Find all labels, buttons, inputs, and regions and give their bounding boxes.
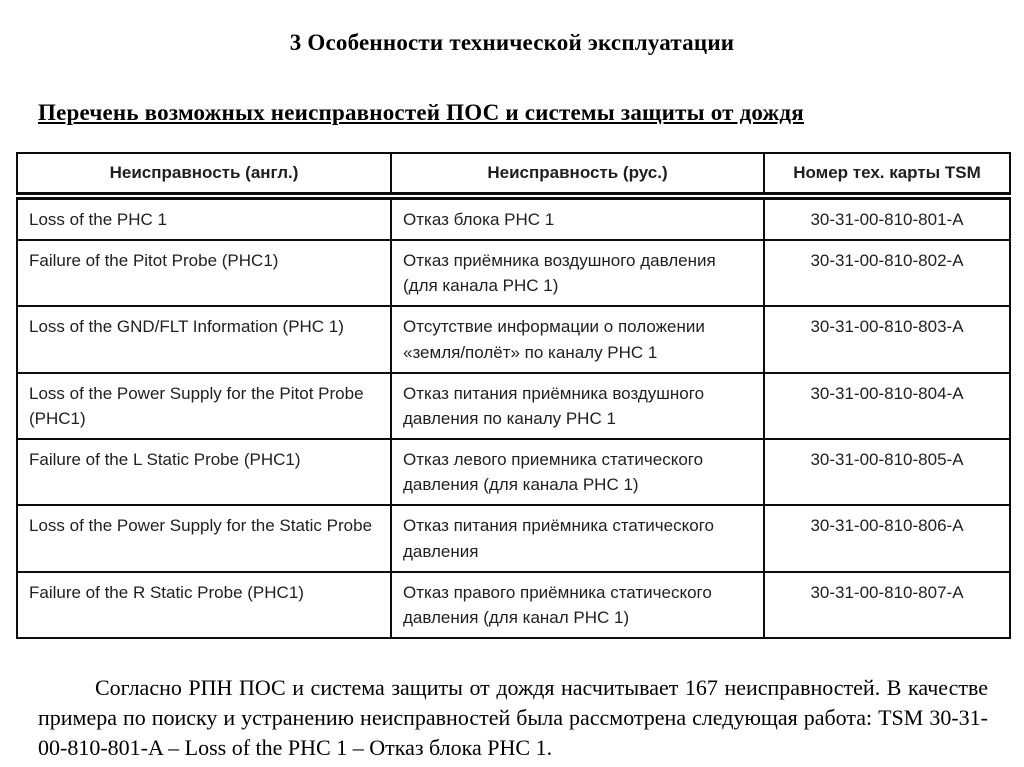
column-header-fault-en: Неисправность (англ.) [17, 153, 391, 196]
table-cell: Отказ приёмника воздушного давления (для канала PHC 1) [391, 240, 764, 306]
page-title: 3 Особенности технической эксплуатации [289, 30, 735, 55]
table-cell: Failure of the R Static Probe (PHC1) [17, 572, 391, 638]
table-caption-heading: Перечень возможных неисправностей ПОС и системы защиты от дождя [38, 100, 804, 125]
table-cell: Failure of the L Static Probe (PHC1) [17, 439, 391, 505]
table-cell: Отказ питания приёмника воздушного давления по каналу PHC 1 [391, 373, 764, 439]
table-cell: Loss of the Power Supply for the Pitot Probe (PHC1) [17, 373, 391, 439]
table-cell: Отказ левого приемника статического давления (для канала PHC 1) [391, 439, 764, 505]
table-cell: Отсутствие информации о положении «земля/полёт» по каналу PHC 1 [391, 306, 764, 372]
table-row [17, 572, 1010, 638]
table-cell-tsm-number: 30-31-00-810-806-A [764, 505, 1010, 571]
fault-table [16, 152, 1011, 639]
table-cell: Failure of the Pitot Probe (PHC1) [17, 240, 391, 306]
table-cell-tsm-number: 30-31-00-810-801-A [764, 196, 1010, 240]
fault-table-body [17, 196, 1010, 638]
table-cell: Loss of the GND/FLT Information (PHC 1) [17, 306, 391, 372]
column-header-fault-ru: Неисправность (рус.) [391, 153, 764, 196]
table-cell-tsm-number: 30-31-00-810-805-A [764, 439, 1010, 505]
table-row [17, 373, 1010, 439]
table-row [17, 306, 1010, 372]
table-cell: Отказ блока PHC 1 [391, 196, 764, 240]
table-row [17, 439, 1010, 505]
fault-table-header [17, 153, 1010, 196]
summary-paragraph: Согласно РПН ПОС и система защиты от дождя насчитывает 167 неисправностей. В качестве примера по поиску и устранению неисправностей была рассмотрена следующая работа: TSM 30-31-00-810-801-A – Loss of the PHC 1 – Отказ блока PHC 1. [38, 675, 988, 760]
table-cell-tsm-number: 30-31-00-810-803-A [764, 306, 1010, 372]
table-cell-tsm-number: 30-31-00-810-807-A [764, 572, 1010, 638]
table-cell: Отказ правого приёмника статического давления (для канал PHC 1) [391, 572, 764, 638]
table-cell: Loss of the PHC 1 [17, 196, 391, 240]
table-row [17, 240, 1010, 306]
table-cell-tsm-number: 30-31-00-810-802-A [764, 240, 1010, 306]
table-cell: Отказ питания приёмника статического давления [391, 505, 764, 571]
table-cell-tsm-number: 30-31-00-810-804-A [764, 373, 1010, 439]
table-header-row [17, 153, 1010, 196]
column-header-tsm-number: Номер тех. карты TSM [764, 153, 1010, 196]
table-cell: Loss of the Power Supply for the Static Probe [17, 505, 391, 571]
table-row [17, 196, 1010, 240]
table-row [17, 505, 1010, 571]
